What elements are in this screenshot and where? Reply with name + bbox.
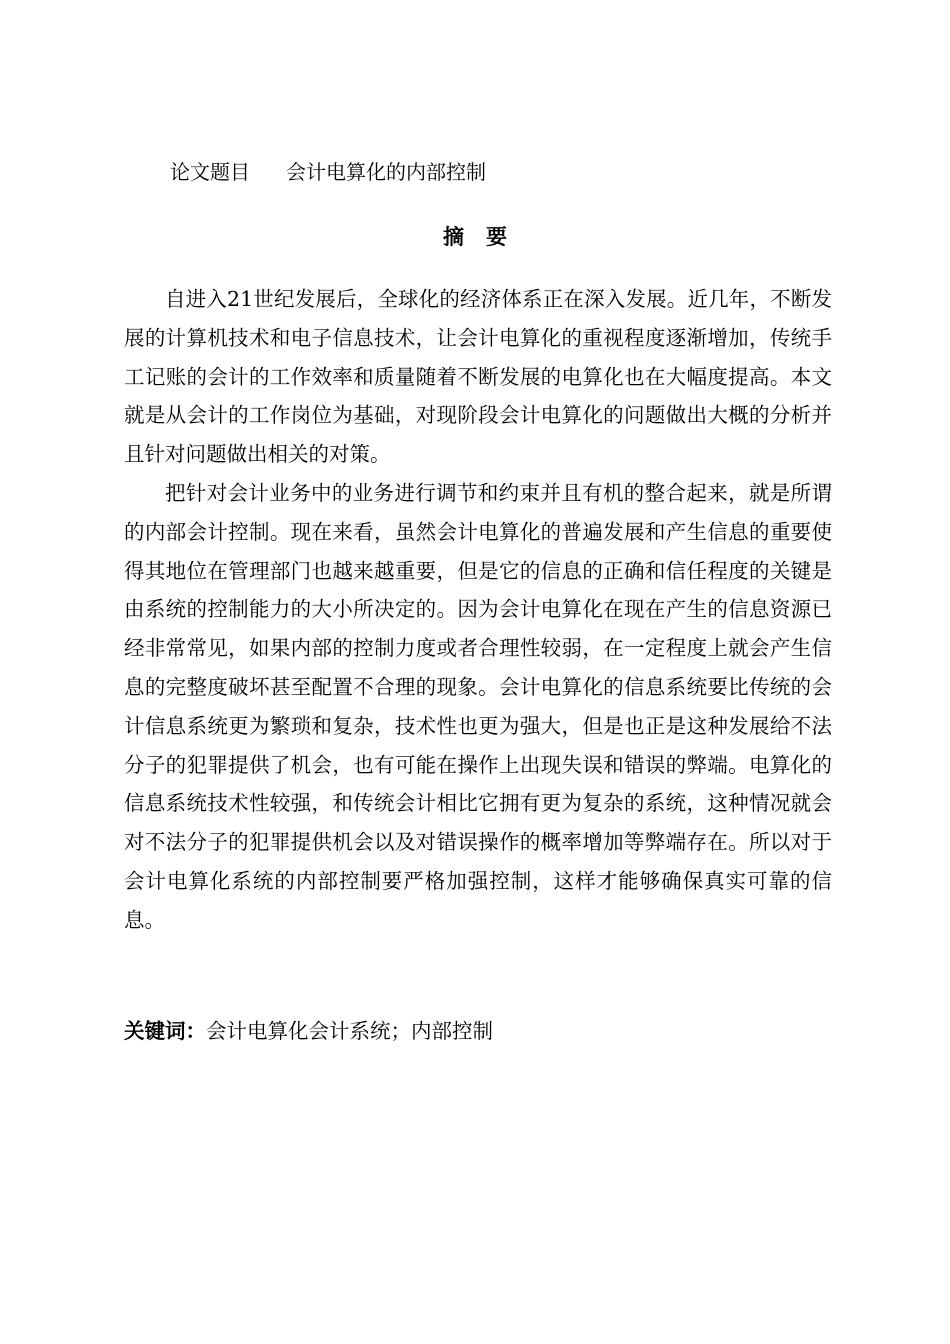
keywords-label: 关键词：: [124, 1019, 206, 1043]
abstract-paragraph-2: 把针对会计业务中的业务进行调节和约束并且有机的整合起来，就是所谓的内部会计控制。现在来看，虽然会计电算化的普遍发展和产生信息的重要使得其地位在管理部门也越来越重要，但是它的信息的正确和信任程度的关键是由系统的控制能力的大小所决定的。因为会计电算化在现在产生的信息资源已经非常常见，如果内部的控制力度或者合理性较弱，在一定程度上就会产生信息的完整度破坏甚至配置不合理的现象。会计电算化的信息系统要比传统的会计信息系统更为繁琐和复杂，技术性也更为强大，但是也正是这种发展给不法分子的犯罪提供了机会，也有可能在操作上出现失误和错误的弊端。电算化的信息系统技术性较强，和传统会计相比它拥有更为复杂的系统，这种情况就会对不法分子的犯罪提供机会以及对错误操作的概率增加等弊端存在。所以对于会计电算化系统的内部控制要严格加强控制，这样才能够确保真实可靠的信息。: [124, 480, 832, 932]
abstract-paragraph-1: 自进入21世纪发展后，全球化的经济体系正在深入发展。近几年，不断发展的计算机技术和电子信息技术，让会计电算化的重视程度逐渐增加，传统手工记账的会计的工作效率和质量随着不断发展的电算化也在大幅度提高。本文就是从会计的工作岗位为基础，对现阶段会计电算化的问题做出大概的分析并且针对问题做出相关的对策。: [124, 287, 832, 467]
thesis-title-value: 会计电算化的内部控制: [286, 160, 486, 184]
keywords-value: 会计电算化会计系统；内部控制: [206, 1019, 493, 1043]
keywords-line: [124, 1016, 493, 1046]
abstract-heading: 摘要: [443, 225, 529, 249]
abstract-body: [124, 280, 832, 940]
thesis-title-label: 论文题目: [170, 160, 250, 184]
thesis-title-line: [170, 158, 486, 186]
